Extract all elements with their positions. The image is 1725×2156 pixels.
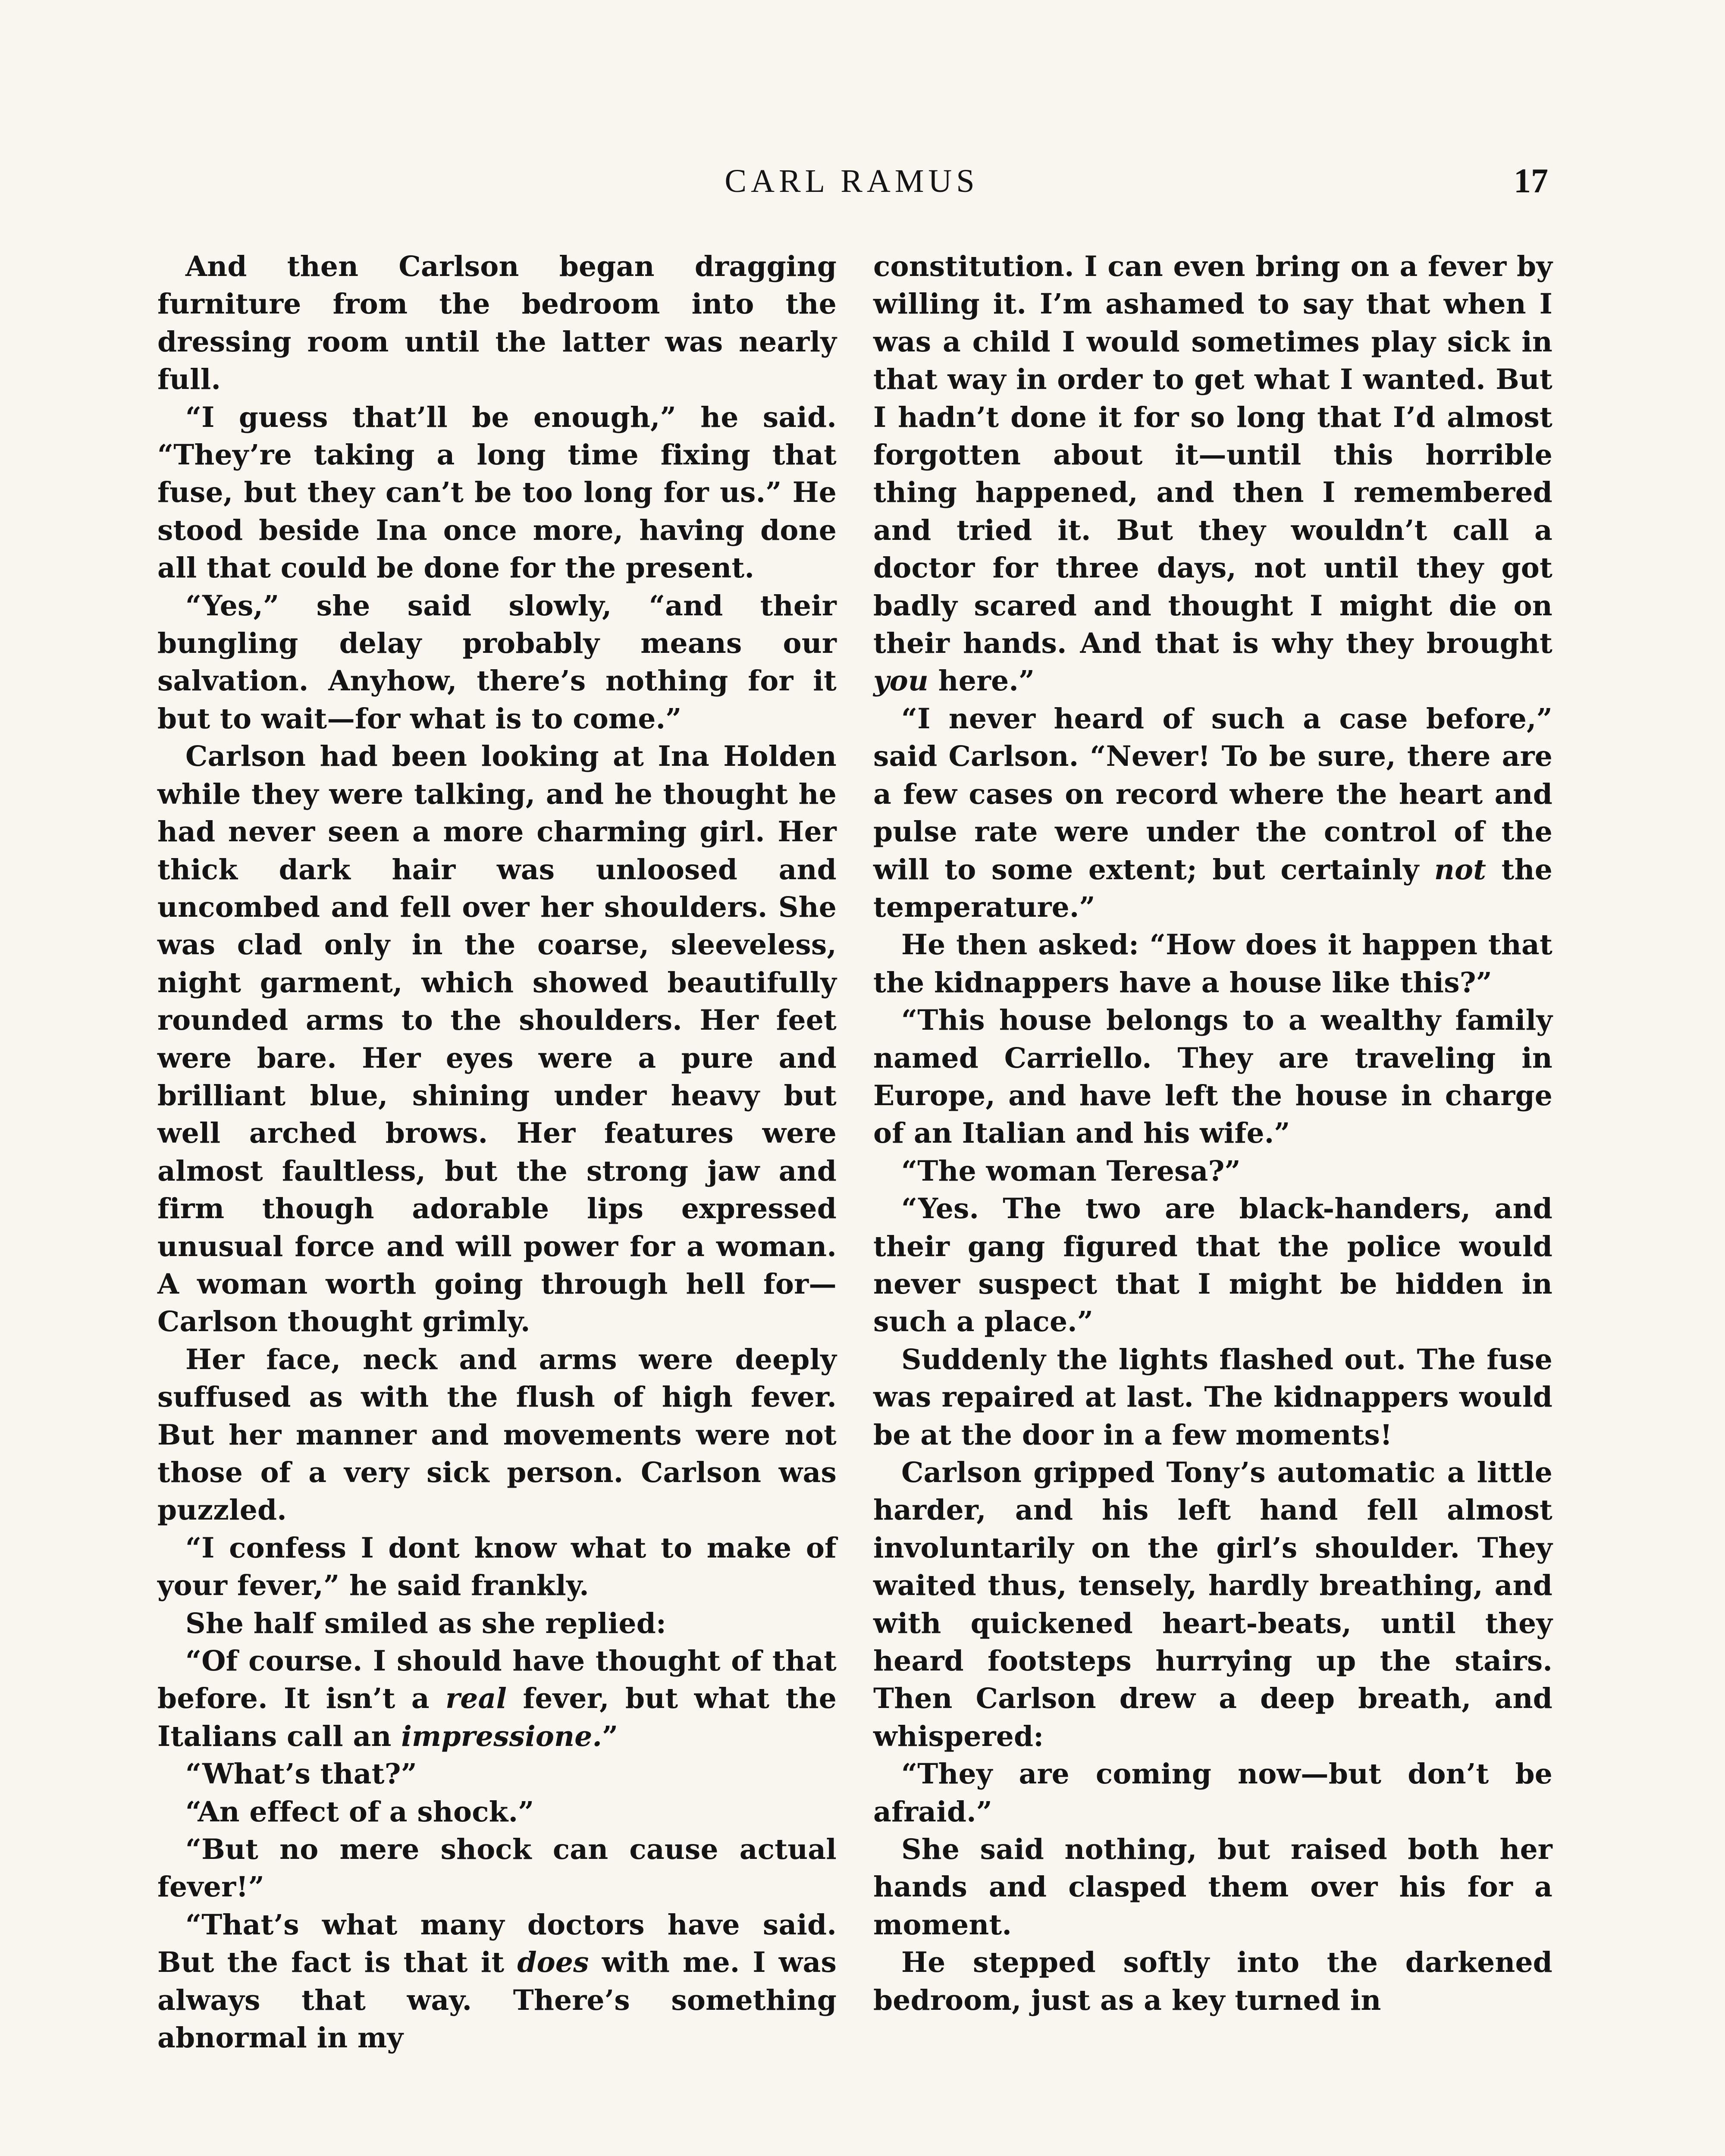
text-run: here.” <box>928 664 1035 698</box>
text-run: fever, but what the Italians call an <box>157 1682 837 1753</box>
italic-word: not <box>1434 853 1487 886</box>
paragraph <box>157 1642 837 1755</box>
page-number: 17 <box>1514 162 1548 200</box>
running-head <box>155 155 1548 207</box>
italic-word: does <box>517 1946 589 1979</box>
text-run: with me. I was always that way. There’s something abnormal in my <box>157 1946 837 2055</box>
italic-word: impressione. <box>401 1720 602 1753</box>
paragraph: “Yes,” she said slowly, “and their bungling delay probably means our salvation. Anyhow, there’s nothing for it but to wait—for what is to come.” <box>157 589 837 735</box>
text-run: “I never heard of such a case before,” said Carlson. “Never! To be sure, there are a few cases on record where the heart and pulse rate were under the control of the will to some extent; but certainly <box>873 702 1552 886</box>
paragraph: She half smiled as she replied: <box>185 1607 667 1640</box>
paragraph: And then Carlson began dragging furniture from the bedroom into the dressing room until the latter was nearly full. <box>157 250 837 396</box>
paragraph <box>873 248 1552 700</box>
text-run: “Of course. I should have thought of that before. It isn’t a <box>157 1645 837 1715</box>
text-run: the temperature.” <box>873 853 1553 924</box>
paragraph: Carlson had been looking at Ina Holden while they were talking, and he thought he had never seen a more charming girl. Her thick dark hair was unloosed and uncombed and fell over her shoulders. She was clad only in the coarse, sleeveless, night garment, which showed beautifully rounded arms to the shoulders. Her feet were bare. Her eyes were a pure and brilliant blue, shining under heavy but well arched brows. Her features were almost faultless, but the strong jaw and firm though adorable lips expressed unusual force and will power for a woman. A woman worth going through hell for—Carlson thought grimly. <box>157 740 837 1338</box>
paragraph: “The woman Teresa?” <box>901 1154 1241 1188</box>
paragraph: “They are coming now—but don’t be afraid.” <box>873 1758 1552 1828</box>
text-run: ” <box>602 1720 618 1753</box>
italic-word: you <box>873 664 928 698</box>
paragraph: Suddenly the lights flashed out. The fuse was repaired at last. The kidnappers would be at the door in a few moments! <box>873 1343 1552 1451</box>
paragraph: “This house belongs to a wealthy family named Carriello. They are traveling in Europe, and have left the house in charge of an Italian and his wife.” <box>873 1004 1552 1150</box>
paragraph: “I guess that’ll be enough,” he said. “They’re taking a long time fixing that fuse, but they can’t be too long for us.” He stood beside Ina once more, having done all that could be done for the present. <box>157 401 837 585</box>
paragraph: She said nothing, but raised both her hands and clasped them over his for a moment. <box>873 1833 1552 1941</box>
paragraph: “An effect of a shock.” <box>185 1795 534 1828</box>
paragraph <box>157 1906 837 2057</box>
paragraph: “Yes. The two are black-handers, and their gang figured that the police would never suspect that I might be hidden in such a place.” <box>873 1192 1552 1338</box>
paragraph: “I confess I dont know what to make of your fever,” he said frankly. <box>157 1531 837 1602</box>
paragraph: Her face, neck and arms were deeply suffused as with the flush of high fever. But her manner and movements were not those of a very sick person. Carlson was puzzled. <box>157 1343 837 1527</box>
running-title: CARL RAMUS <box>724 163 979 199</box>
paragraph: He stepped softly into the darkened bedroom, just as a key turned in <box>873 1946 1552 2017</box>
text-run: “That’s what many doctors have said. But the fact is that it <box>157 1908 837 1979</box>
left-column <box>157 248 837 2057</box>
paragraph: “But no mere shock can cause actual fever!” <box>157 1833 837 1904</box>
italic-word: real <box>445 1682 507 1715</box>
paragraph <box>873 700 1552 926</box>
paragraph: Carlson gripped Tony’s automatic a little harder, and his left hand fell almost involuntarily on the girl’s shoulder. They waited thus, tensely, hardly breathing, and with quickened heart-beats, until they heard footsteps hurrying up the stairs. Then Carlson drew a deep breath, and whispered: <box>873 1456 1552 1753</box>
paragraph: “What’s that?” <box>185 1758 417 1791</box>
text-run: constitution. I can even bring on a fever by willing it. I’m ashamed to say that when I was a child I would sometimes play sick in that way in order to get what I wanted. But I hadn’t done it for so long that I’d almost forgotten about it—until this horrible thing happened, and then I remembered and tried it. But they wouldn’t call a doctor for three days, not until they got badly scared and thought I might die on their hands. And that is why they brought <box>873 250 1552 660</box>
paragraph: He then asked: “How does it happen that the kidnappers have a house like this?” <box>873 928 1552 999</box>
right-column <box>873 248 1552 2019</box>
